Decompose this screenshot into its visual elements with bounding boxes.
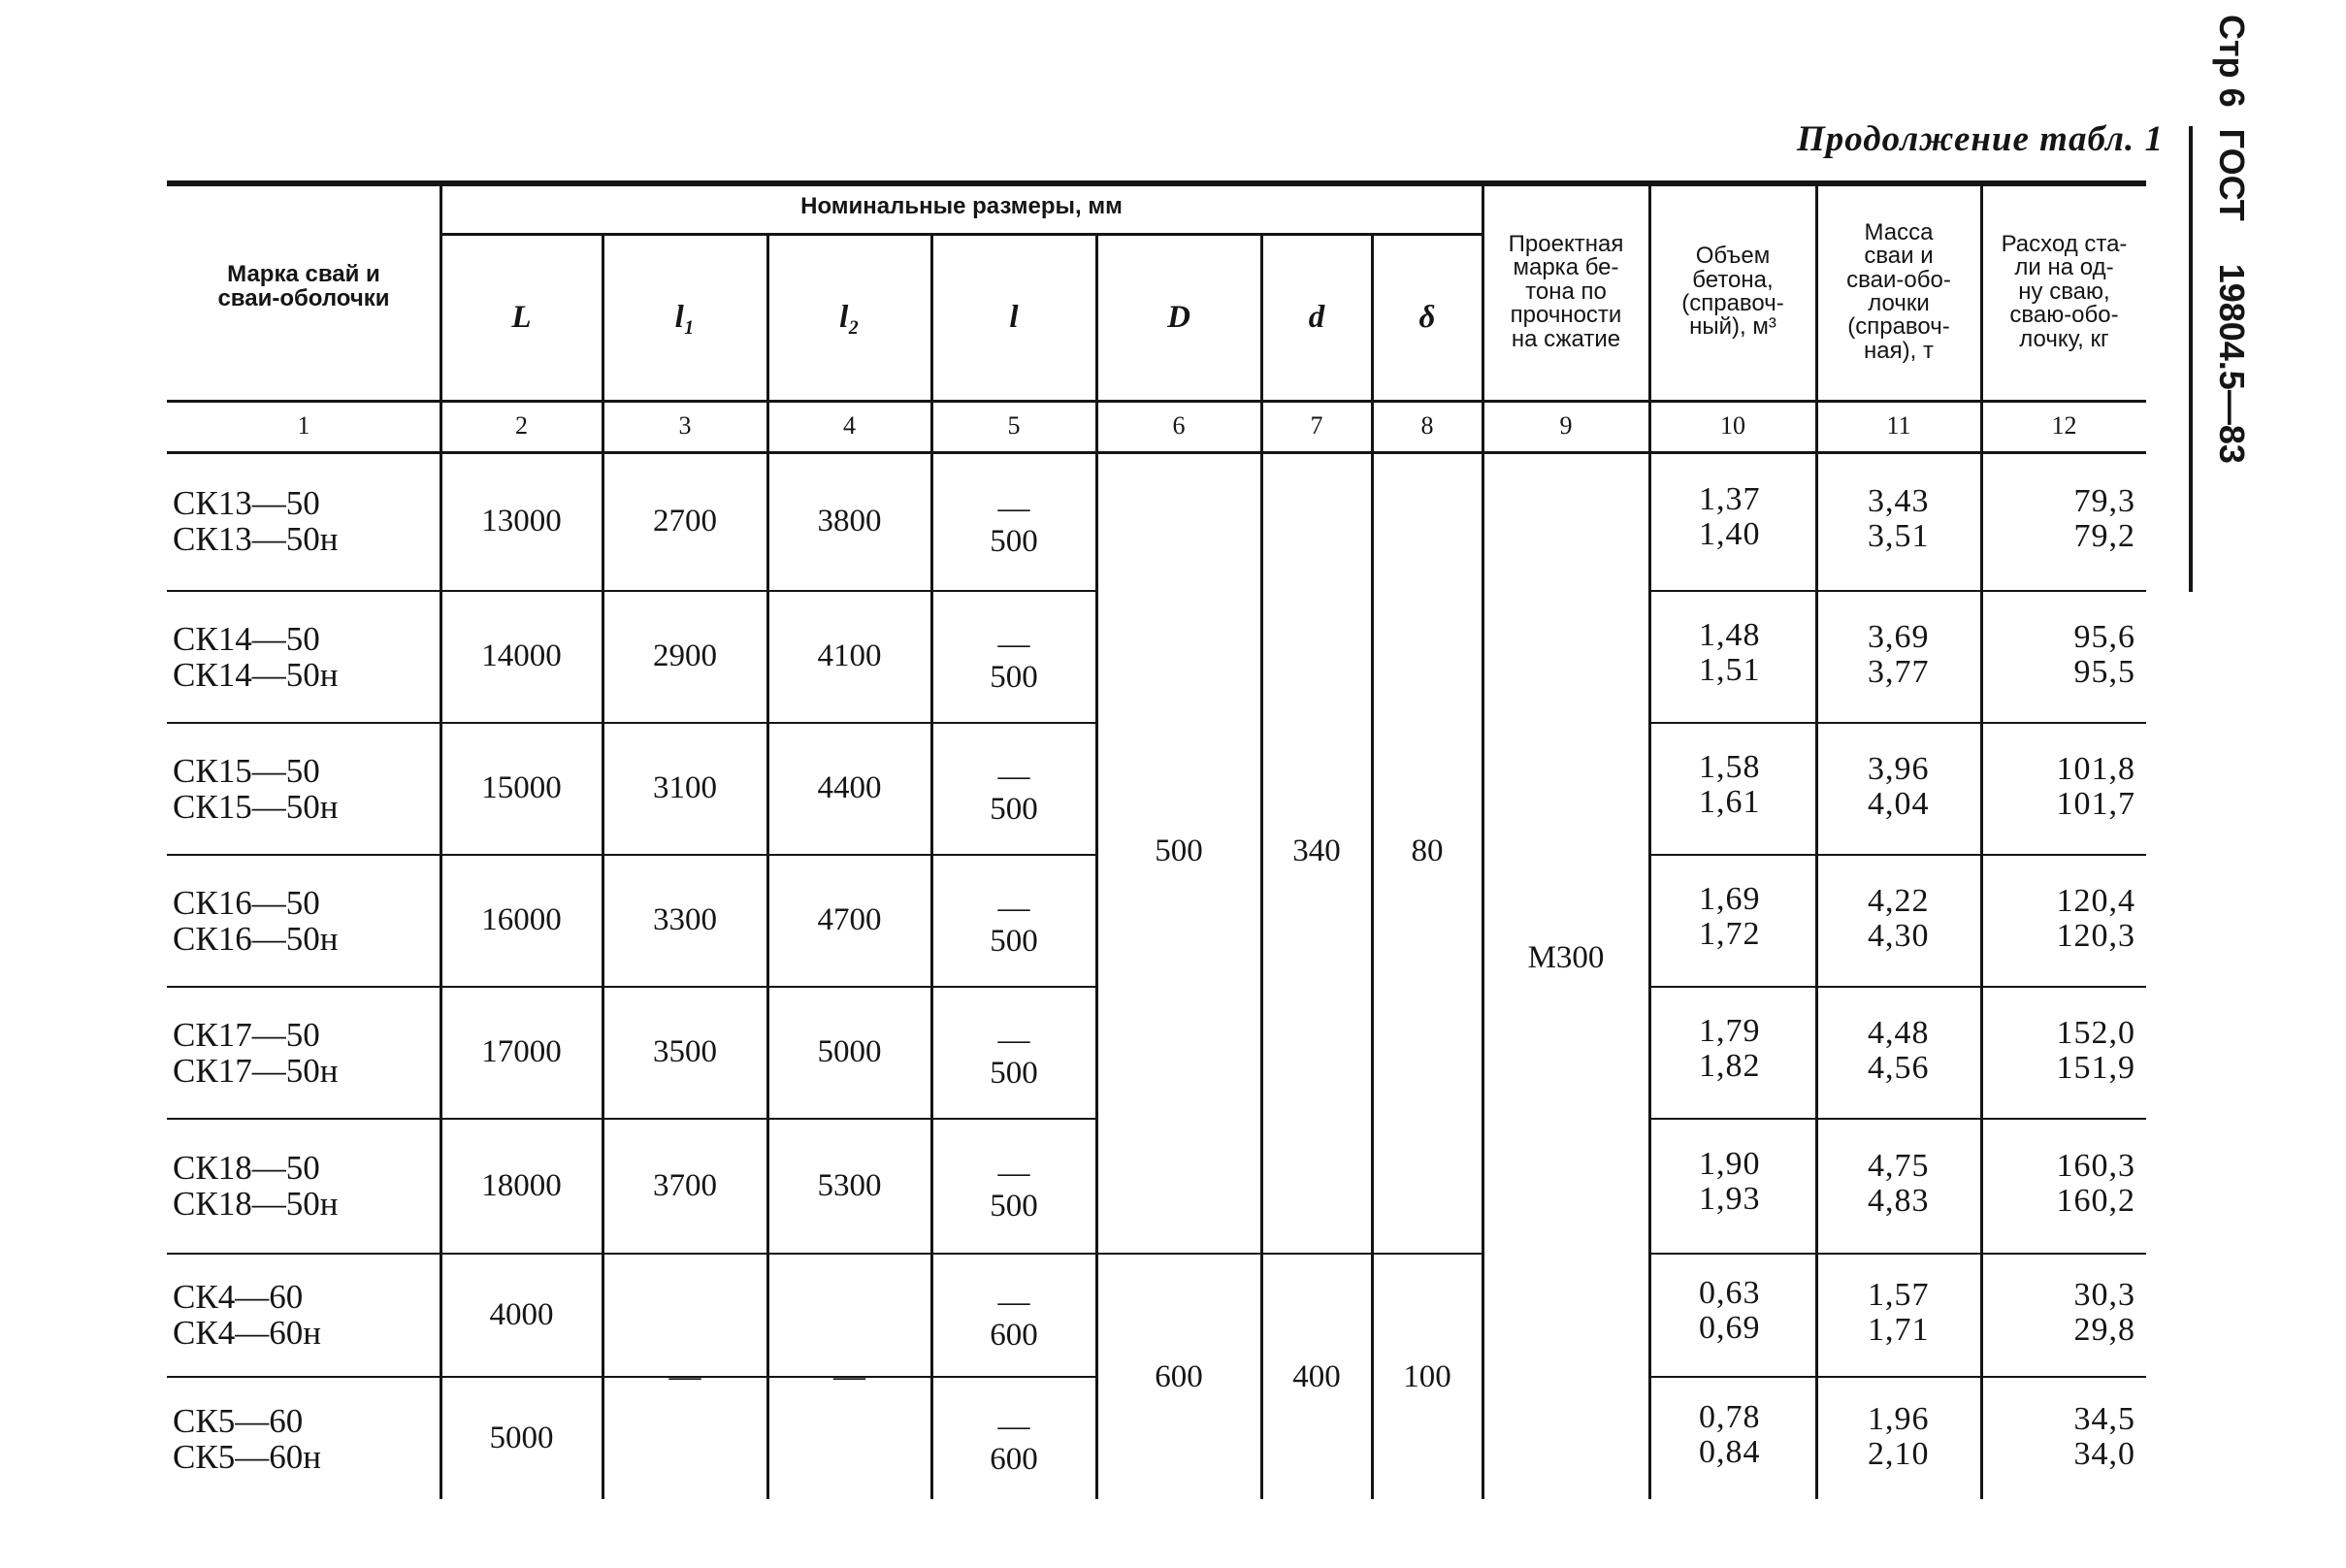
column-rule (1371, 233, 1374, 1499)
header-symbol-l: l (1009, 300, 1019, 335)
row-separator (1650, 1118, 2146, 1120)
cell-steel: 160,3 160,2 (2056, 1148, 2135, 1219)
header-steel: Расход ста- ли на од- ну сваю, сваю-обо- лочку, кг (2001, 230, 2128, 352)
column-rule (1482, 180, 1484, 1499)
cell-volume: 0,63 0,69 (1699, 1275, 1761, 1346)
column-rule (766, 233, 769, 1499)
side-standard-number: 19804.5—83 (2212, 263, 2252, 464)
header-symbol-delta: δ (1418, 300, 1436, 335)
side-page-label: Стр 6 (2212, 15, 2252, 108)
continuation-caption: Продолжение табл. 1 (1797, 119, 2164, 159)
cell-steel: 79,3 79,2 (2073, 483, 2135, 554)
column-rule (1648, 180, 1651, 1499)
cell-l-value: 500 (990, 524, 1038, 559)
cell-D-group-50: 500 (1155, 833, 1203, 868)
cell-l-dash: — (997, 1022, 1030, 1058)
table-row-brand: СК14—50 СК14—50н (173, 619, 339, 694)
cell-l-value: 500 (990, 1189, 1038, 1224)
row-separator (1097, 1253, 1482, 1255)
cell-l-dash: — (997, 890, 1030, 926)
cell-l-value: 500 (990, 659, 1038, 695)
cell-volume: 1,37 1,40 (1699, 481, 1761, 552)
cell-steel: 120,4 120,3 (2056, 882, 2135, 954)
side-running-header (2211, 15, 2252, 490)
column-number: 4 (843, 411, 856, 440)
cell-l (936, 492, 1092, 558)
cell-l (936, 1410, 1092, 1476)
cell-l2: 4700 (817, 902, 882, 937)
cell-steel: 152,0 151,9 (2056, 1014, 2135, 1086)
cell-l2: 5300 (817, 1167, 882, 1203)
row-separator (1650, 590, 2146, 592)
cell-L: 14000 (481, 638, 562, 673)
column-number: 6 (1172, 411, 1186, 440)
cell-l1: 3500 (653, 1034, 717, 1069)
cell-l2: 4100 (817, 638, 882, 673)
cell-d-group-50: 340 (1292, 833, 1341, 868)
row-separator (167, 722, 440, 724)
column-number: 9 (1559, 411, 1573, 440)
cell-l-dash: — (997, 758, 1030, 794)
header-volume: Объем бетона, (справоч- ный), м³ (1681, 243, 1784, 341)
header-mass: Масса сваи и сваи-обо- лочки (справоч- ная), т (1846, 218, 1951, 364)
row-separator (167, 986, 440, 988)
cell-l2: 3800 (817, 503, 882, 539)
cell-L: 13000 (481, 503, 562, 539)
cell-l-dash: — (997, 1156, 1030, 1191)
cell-delta-group-50: 80 (1411, 833, 1444, 868)
table-row-brand: СК16—50 СК16—50н (173, 883, 339, 958)
cell-l-dash: — (997, 1285, 1030, 1320)
cell-l-value: 500 (990, 791, 1038, 827)
cell-mass: 3,69 3,77 (1868, 618, 1930, 690)
row-separator (167, 590, 440, 592)
cell-l-value: 600 (990, 1318, 1038, 1353)
cell-mass: 1,96 2,10 (1868, 1400, 1930, 1472)
cell-delta-group-60: 100 (1403, 1358, 1451, 1394)
cell-l-dash: — (997, 626, 1030, 662)
cell-volume: 1,90 1,93 (1699, 1146, 1761, 1217)
row-separator (167, 1118, 440, 1120)
cell-steel: 95,6 95,5 (2073, 618, 2135, 690)
column-rule (1095, 233, 1098, 1499)
row-separator (167, 854, 440, 856)
cell-mass: 4,48 4,56 (1868, 1014, 1930, 1086)
cell-steel: 30,3 29,8 (2073, 1277, 2135, 1348)
cell-l-value: 500 (990, 923, 1038, 959)
cell-l (936, 1286, 1092, 1352)
column-number: 2 (515, 411, 528, 440)
cell-mass: 4,75 4,83 (1868, 1148, 1930, 1219)
cell-l1: 3300 (653, 902, 717, 937)
cell-l-value: 600 (990, 1441, 1038, 1477)
row-separator (167, 1376, 440, 1378)
cell-d-group-60: 400 (1292, 1358, 1341, 1394)
cell-l1: 2700 (653, 503, 717, 539)
row-separator (167, 1253, 440, 1255)
cell-L: 16000 (481, 902, 562, 937)
header-symbol-D: D (1167, 300, 1190, 335)
column-number: 10 (1720, 411, 1745, 440)
column-number: 8 (1420, 411, 1434, 440)
cell-volume: 1,48 1,51 (1699, 616, 1761, 688)
cell-L: 4000 (489, 1296, 554, 1332)
cell-volume: 0,78 0,84 (1699, 1398, 1761, 1470)
column-rule (1980, 180, 1983, 1499)
cell-l-dash: — (997, 1408, 1030, 1444)
cell-l (936, 628, 1092, 694)
cell-l1-group-60: — (668, 1358, 701, 1394)
cell-l (936, 760, 1092, 826)
side-rule (2189, 126, 2193, 592)
cell-volume: 1,58 1,61 (1699, 748, 1761, 820)
column-rule (930, 233, 933, 1499)
cell-steel: 34,5 34,0 (2073, 1400, 2135, 1472)
cell-L: 18000 (481, 1167, 562, 1203)
table-row-brand: СК15—50 СК15—50н (173, 751, 339, 826)
row-separator (1650, 722, 2146, 724)
row-separator (1650, 986, 2146, 988)
cell-l2-group-60: — (833, 1358, 865, 1394)
cell-l1: 2900 (653, 638, 717, 673)
nominal-sizes-rule (441, 233, 1482, 236)
header-symbol-L: L (511, 300, 532, 335)
cell-concrete-grade: М300 (1527, 939, 1605, 975)
column-number: 11 (1886, 411, 1911, 440)
cell-L: 17000 (481, 1034, 562, 1069)
cell-l (936, 1157, 1092, 1223)
cell-l (936, 1024, 1092, 1090)
cell-l (936, 892, 1092, 958)
column-number: 3 (678, 411, 692, 440)
cell-mass: 1,57 1,71 (1868, 1277, 1930, 1348)
cell-mass: 4,22 4,30 (1868, 882, 1930, 954)
table-row-brand: СК13—50 СК13—50н (173, 484, 339, 558)
column-number: 12 (2051, 411, 2077, 440)
cell-D-group-60: 600 (1155, 1358, 1203, 1394)
column-number: 5 (1007, 411, 1021, 440)
column-rule (602, 233, 604, 1499)
cell-l2: 4400 (817, 770, 882, 805)
header-nominal-sizes: Номинальные размеры, мм (800, 193, 1123, 220)
cell-L: 15000 (481, 770, 562, 805)
column-rule (1815, 180, 1818, 1499)
cell-l-dash: — (997, 491, 1030, 526)
row-separator (1650, 854, 2146, 856)
table-row-brand: СК5—60 СК5—60н (173, 1401, 321, 1476)
cell-mass: 3,43 3,51 (1868, 483, 1930, 554)
table-row-brand: СК4—60 СК4—60н (173, 1278, 321, 1352)
row-separator (1650, 1253, 2146, 1255)
row-separator (1650, 1376, 2146, 1378)
header-symbol-d: d (1308, 300, 1325, 335)
header-brand: Марка свай и сваи-оболочки (217, 260, 390, 311)
cell-l1: 3700 (653, 1167, 717, 1203)
column-number: 7 (1310, 411, 1323, 440)
side-standard-label: ГОСТ (2212, 128, 2252, 221)
column-rule (1260, 233, 1263, 1499)
column-rule (440, 180, 442, 1499)
cell-volume: 1,79 1,82 (1699, 1012, 1761, 1084)
header-concrete-grade: Проектная марка бе- тона по прочности на сжатие (1508, 230, 1624, 352)
header-symbol-l2: l₂ (839, 300, 860, 335)
table-row-brand: СК18—50 СК18—50н (173, 1149, 339, 1223)
cell-steel: 101,8 101,7 (2056, 750, 2135, 822)
column-number: 1 (297, 411, 310, 440)
cell-l1: 3100 (653, 770, 717, 805)
header-symbol-l1: l₁ (674, 300, 696, 335)
cell-l-value: 500 (990, 1055, 1038, 1091)
cell-l2: 5000 (817, 1034, 882, 1069)
cell-L: 5000 (489, 1421, 554, 1455)
cell-volume: 1,69 1,72 (1699, 880, 1761, 952)
cell-mass: 3,96 4,04 (1868, 750, 1930, 822)
table-row-brand: СК17—50 СК17—50н (173, 1015, 339, 1090)
